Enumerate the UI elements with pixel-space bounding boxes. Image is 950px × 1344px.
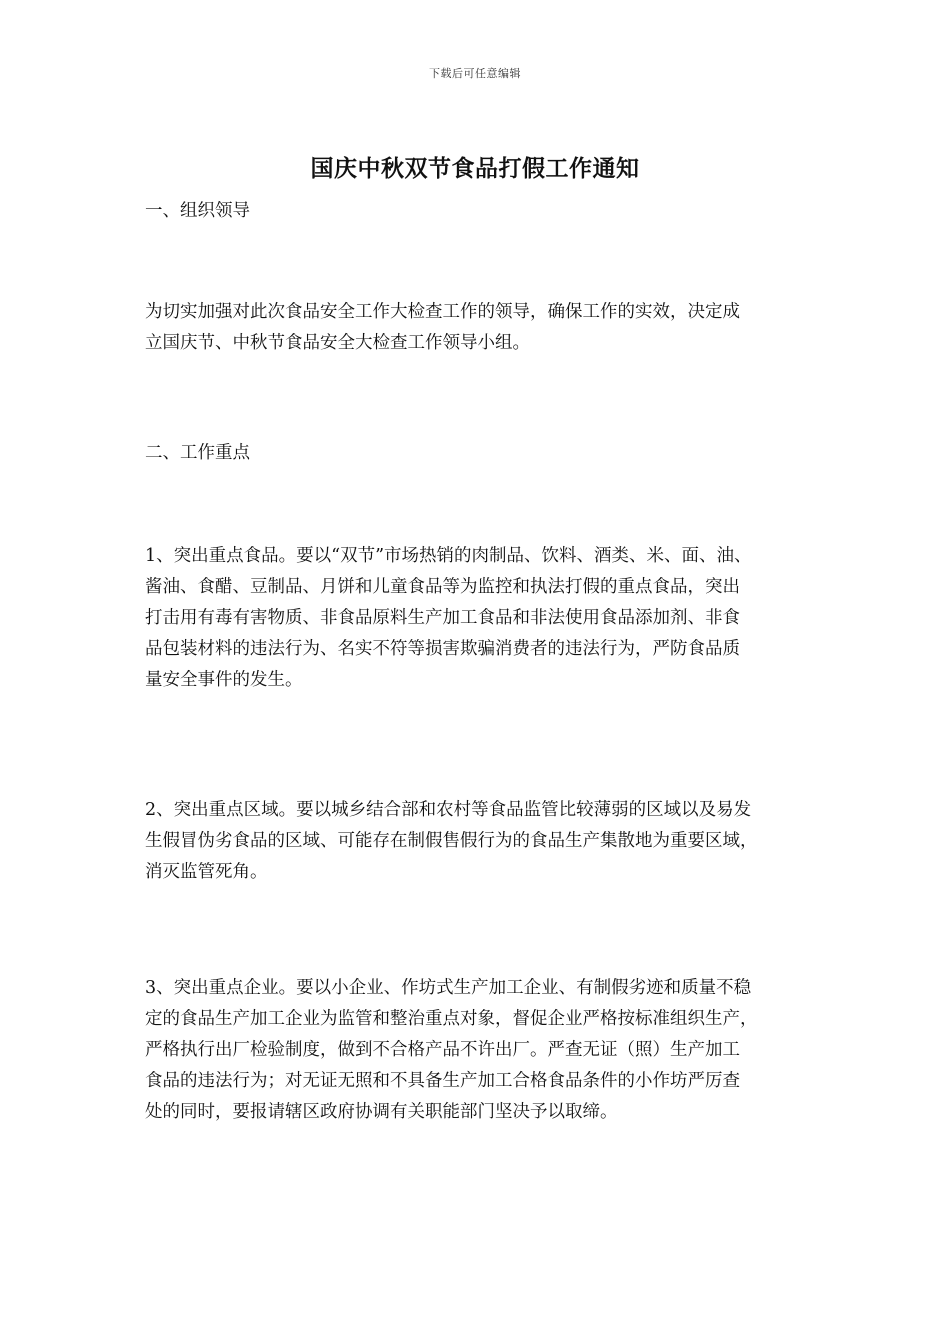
paragraph-line: 立国庆节、中秋节食品安全大检查工作领导小组。 xyxy=(145,333,530,353)
paragraph-line: 打击用有毒有害物质、非食品原料生产加工食品和非法使用食品添加剂、非食 xyxy=(145,608,740,628)
document-title: 国庆中秋双节食品打假工作通知 xyxy=(310,155,640,182)
paragraph-line: 消灭监管死角。 xyxy=(145,862,268,882)
paragraph-key-enterprises xyxy=(145,973,835,1128)
paragraph-line: 严格执行出厂检验制度，做到不合格产品不许出厂。严查无证（照）生产加工 xyxy=(145,1040,740,1060)
paragraph-line: 3、突出重点企业。要以小企业、作坊式生产加工企业、有制假劣迹和质量不稳 xyxy=(145,978,752,998)
paragraph-line: 为切实加强对此次食品安全工作大检查工作的领导，确保工作的实效，决定成 xyxy=(145,302,740,322)
header-note: 下载后可任意编辑 xyxy=(429,67,521,80)
paragraph-line: 1、突出重点食品。要以“双节”市场热销的肉制品、饮料、酒类、米、面、油、 xyxy=(145,546,752,566)
paragraph-leadership-group xyxy=(145,297,835,359)
paragraph-line: 酱油、食醋、豆制品、月饼和儿童食品等为监控和执法打假的重点食品，突出 xyxy=(145,577,740,597)
paragraph-key-foods xyxy=(145,541,835,696)
section-heading-organization: 一、组织领导 xyxy=(145,201,250,221)
paragraph-line: 处的同时，要报请辖区政府协调有关职能部门坚决予以取缔。 xyxy=(145,1102,618,1122)
paragraph-key-regions xyxy=(145,795,835,888)
paragraph-line: 定的食品生产加工企业为监管和整治重点对象，督促企业严格按标准组织生产， xyxy=(145,1009,758,1029)
paragraph-line: 生假冒伪劣食品的区域、可能存在制假售假行为的食品生产集散地为重要区域， xyxy=(145,831,758,851)
section-heading-work-focus: 二、工作重点 xyxy=(145,443,250,463)
paragraph-line: 食品的违法行为；对无证无照和不具备生产加工合格食品条件的小作坊严厉查 xyxy=(145,1071,740,1091)
paragraph-line: 量安全事件的发生。 xyxy=(145,670,303,690)
paragraph-line: 品包装材料的违法行为、名实不符等损害欺骗消费者的违法行为，严防食品质 xyxy=(145,639,740,659)
paragraph-line: 2、突出重点区域。要以城乡结合部和农村等食品监管比较薄弱的区域以及易发 xyxy=(145,800,752,820)
